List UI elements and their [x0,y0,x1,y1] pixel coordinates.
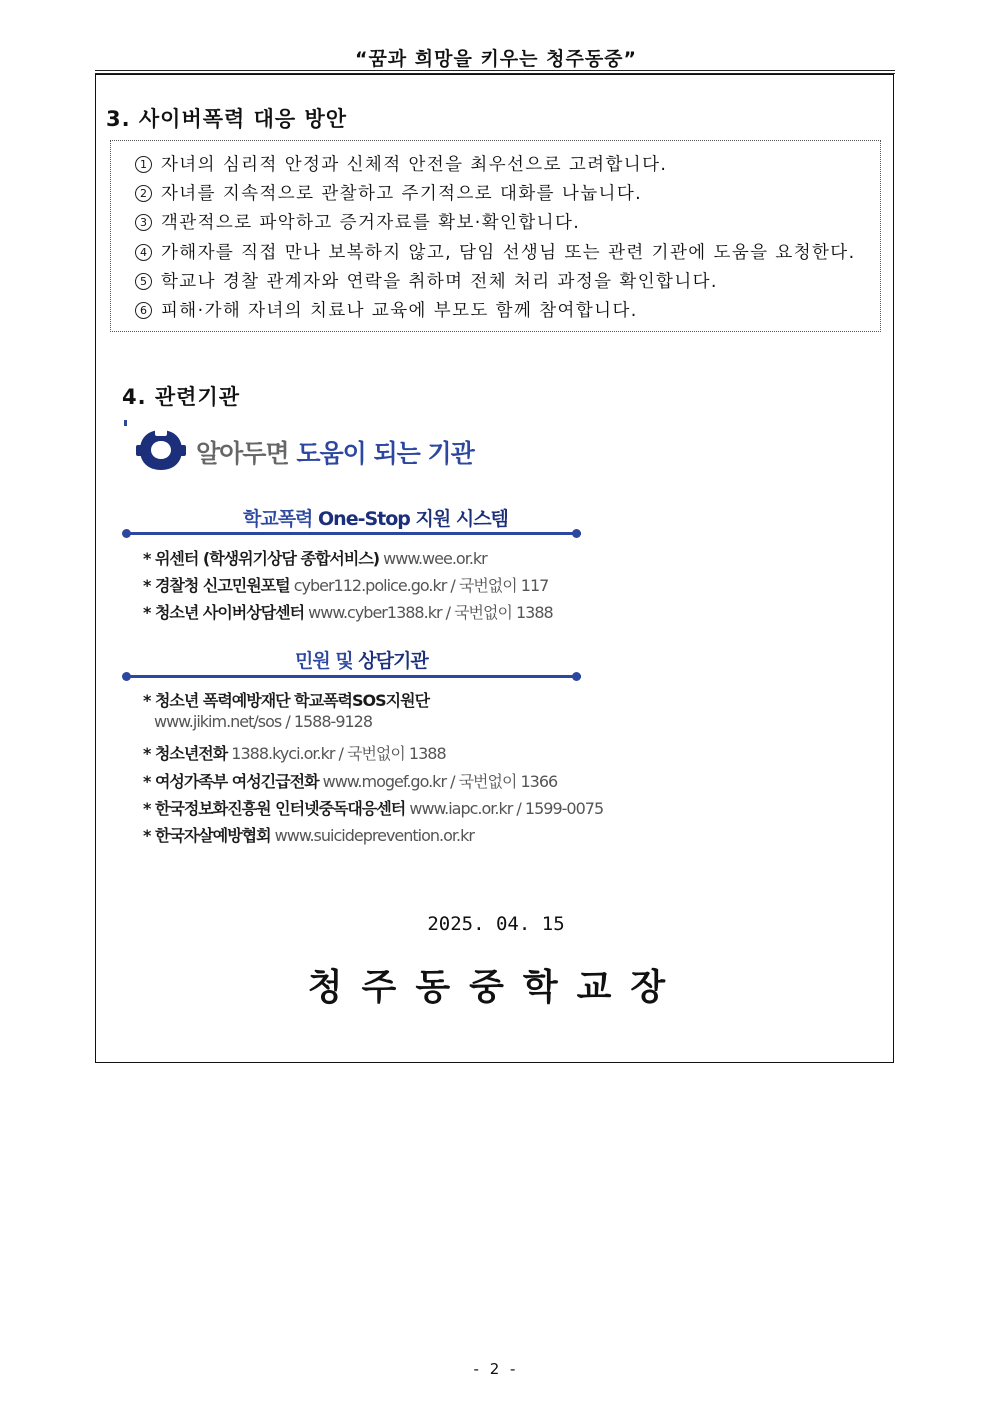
response-text: 가해자를 직접 만나 보복하지 않고, 담임 선생님 또는 관련 기관에 도움을 요청한다. [161,243,856,263]
group1-heading-a: 학교폭력 [243,508,319,530]
response-text: 피해·가해 자녀의 치료나 교육에 부모도 함께 참여합니다. [161,301,638,321]
agency-name: * 청소년전화 [143,744,228,763]
group2-heading-b: 상담기관 [358,650,428,672]
divider-dot-right [572,529,581,538]
group1-heading [243,504,508,531]
issue-date: 2025. 04. 15 [427,913,565,935]
group1-heading-b: One-Stop 지원 시스템 [318,508,508,530]
agency-item [143,600,553,623]
header-title: “꿈과 희망을 키우는 청주동중” [354,48,638,70]
agency-contact: www.iapc.or.kr / 1599-0075 [405,799,604,818]
response-text: 객관적으로 파악하고 증거자료를 확보·확인합니다. [161,213,581,233]
banner-plain: 알아두면 [196,439,297,468]
divider-dot-right [572,672,581,681]
group2-heading-a: 민원 및 [295,650,359,672]
circled-number: 2 [135,185,152,202]
response-item [135,239,856,264]
circled-number: 6 [135,302,152,319]
agency-name: * 한국자살예방협회 [143,826,271,845]
section3-title: 3. 사이버폭력 대응 방안 [106,107,348,131]
banner [122,420,582,480]
agency-item [143,823,474,846]
response-item [135,209,580,234]
agency-item [143,573,548,596]
agency-contact: cyber112.police.go.kr / 국번없이 117 [289,576,549,595]
divider-bar [124,675,581,678]
divider-bar [124,532,581,535]
circled-number: 3 [135,214,152,231]
agency-contact: www.jikim.net/sos / 1588-9128 [154,712,373,731]
agency-name: * 청소년 폭력예방재단 학교폭력SOS지원단 [143,691,430,710]
agency-item [143,769,557,792]
response-item [135,297,638,322]
response-text: 자녀의 심리적 안정과 신체적 안전을 최우선으로 고려합니다. [161,155,668,175]
circled-number: 5 [135,273,152,290]
banner-highlight: 도움이 되는 기관 [296,439,474,468]
response-text: 자녀를 지속적으로 관찰하고 주기적으로 대화를 나눕니다. [161,184,643,204]
agency-item [143,796,603,819]
agency-item [143,741,446,764]
group2-heading [295,646,428,673]
response-text: 학교나 경찰 관계자와 연락을 취하며 전체 처리 과정을 확인합니다. [161,272,718,292]
agency-name: * 청소년 사이버상담센터 [143,603,305,622]
agency-contact: www.mogef.go.kr / 국번없이 1366 [318,772,558,791]
response-list-box [110,140,881,332]
agency-name: * 경찰청 신고민원포털 [143,576,290,595]
agency-name: * 한국정보화진흥원 인터넷중독대응센터 [143,799,406,818]
agency-contact: www.cyber1388.kr / 국번없이 1388 [304,603,553,622]
response-item [135,268,718,293]
agency-item [154,712,372,731]
circled-number: 1 [135,156,152,173]
section4-title: 4. 관련기관 [122,385,241,409]
agency-contact: www.wee.or.kr [379,549,487,568]
agency-item [143,688,429,711]
circled-number: 4 [135,244,152,261]
agency-name: * 여성가족부 여성긴급전화 [143,772,319,791]
agency-contact: 1388.kyci.or.kr / 국번없이 1388 [227,744,446,763]
header-rule [95,70,895,71]
agency-name: * 위센터 (학생위기상담 종합서비스) [143,549,380,568]
agency-item [143,546,487,569]
response-item [135,151,667,176]
agency-contact: www.suicideprevention.or.kr [270,826,474,845]
response-item [135,180,642,205]
hands-logo-icon [136,428,186,472]
principal-signature: 청주동중학교장 [307,966,685,1008]
banner-text [196,434,474,470]
page-number: - 2 - [473,1360,519,1378]
